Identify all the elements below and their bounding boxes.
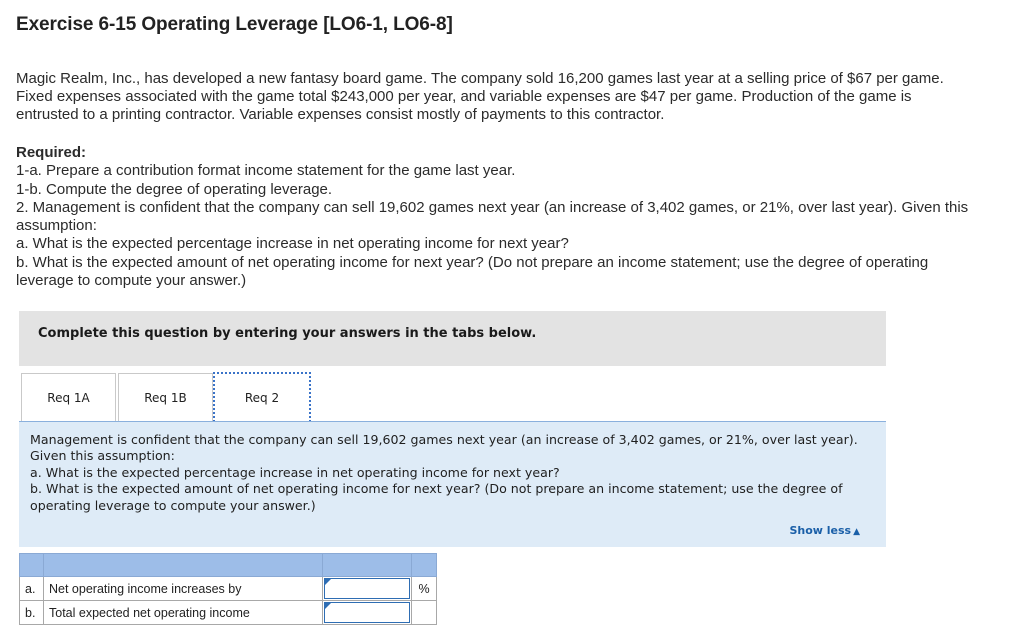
required-line: a. What is the expected percentage increase in net operating income for next year? xyxy=(16,235,569,253)
percentage-increase-input-box xyxy=(324,578,410,599)
percentage-increase-input[interactable] xyxy=(325,579,409,598)
row-label: Net operating income increases by xyxy=(44,577,323,601)
triangle-up-icon: ▲ xyxy=(853,527,860,537)
panel-line: a. What is the expected percentage increase in net operating income for next year? xyxy=(30,464,560,480)
row-unit: % xyxy=(412,577,437,601)
panel-line: b. What is the expected amount of net operating income for next year? (Do not prepare an income statement; use the degree of operating leverage to compute your answer.) xyxy=(30,481,843,513)
required-heading: Required: xyxy=(16,144,87,161)
row-unit xyxy=(412,601,437,625)
net-operating-income-input[interactable] xyxy=(325,603,409,622)
tab-req-2[interactable] xyxy=(213,372,311,422)
tab-label: Req 2 xyxy=(244,391,280,405)
row-letter: a. xyxy=(20,577,44,601)
tab-panel-req-2 xyxy=(19,422,886,547)
show-less-link[interactable] xyxy=(789,524,860,537)
answer-row-b xyxy=(20,601,437,625)
instruction-banner xyxy=(19,311,886,366)
answer-row-a xyxy=(20,577,437,601)
required-section xyxy=(16,144,976,290)
required-line: 1-a. Prepare a contribution format income statement for the game last year. xyxy=(16,162,516,180)
tab-req-1b[interactable] xyxy=(118,373,213,421)
exercise-title: Exercise 6-15 Operating Leverage [LO6-1, LO6-8] xyxy=(16,14,453,35)
required-line: 1-b. Compute the degree of operating leverage. xyxy=(16,180,333,198)
tab-req-1a[interactable] xyxy=(21,373,116,421)
tab-label: Req 1B xyxy=(144,390,187,405)
panel-line: Management is confident that the company can sell 19,602 games next year (an increase of 3,402 games, or 21%, over last year). Given this assumption: xyxy=(30,432,858,464)
net-income-input-box xyxy=(324,602,410,623)
row-label: Total expected net operating income xyxy=(44,601,323,625)
panel-text xyxy=(30,432,880,514)
instruction-text: Complete this question by entering your answers in the tabs below. xyxy=(38,326,537,341)
problem-intro: Magic Realm, Inc., has developed a new fantasy board game. The company sold 16,200 games last year at a selling price of $67 per game. Fixed expenses associated with the game total $243,000 per year, and variable expenses are $47 per game. Production of the game is entrusted to a printing contractor. Variable expenses consist mostly of payments to this contractor. xyxy=(16,70,944,123)
show-less-label: Show less xyxy=(789,524,852,537)
answer-table-header xyxy=(20,554,437,577)
required-line: 2. Management is confident that the company can sell 19,602 games next year (an increase of 3,402 games, or 21%, over last year). Given this assumption: xyxy=(16,198,969,235)
row-letter: b. xyxy=(20,601,44,625)
required-line: b. What is the expected amount of net operating income for next year? (Do not prepare an income statement; use the degree of operating leverage to compute your answer.) xyxy=(16,253,929,290)
tab-label: Req 1A xyxy=(47,390,90,405)
answer-table xyxy=(19,553,437,625)
